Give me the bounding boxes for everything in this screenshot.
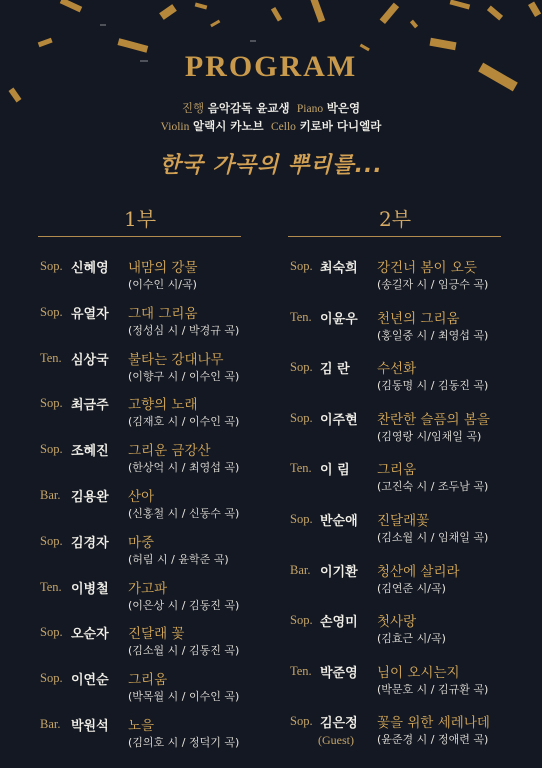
- song-title: 강건너 봄이 오듯: [377, 260, 477, 276]
- voice-part-label: Sop.: [40, 625, 63, 640]
- song-credit: (윤준경 시 / 정애련 곡): [377, 733, 489, 747]
- credits-line-2: [0, 118, 542, 134]
- program-entry: [40, 254, 240, 298]
- program-subtitle: 한국 가곡의 뿌리를...: [159, 153, 383, 178]
- singer-name: 김경자: [71, 535, 109, 551]
- page-title: PROGRAM: [184, 50, 358, 83]
- singer-name: 이주현: [320, 412, 358, 428]
- singer-name: 이연순: [71, 673, 109, 689]
- singer-name: 박원석: [71, 719, 109, 734]
- song-title: 산아: [128, 489, 155, 505]
- singer-name: 김용완: [71, 490, 109, 505]
- singer-name: 반순애: [320, 514, 358, 529]
- song-title: 진달래꽃: [377, 513, 430, 529]
- program-entry: [290, 406, 502, 450]
- song-title: 그대 그리움: [128, 305, 198, 322]
- song-credit: (이향구 시 / 이수인 곡): [128, 369, 240, 383]
- program-entry: [40, 346, 240, 390]
- voice-part-label: Sop.: [290, 410, 313, 425]
- singer-name: 이기환: [320, 564, 358, 580]
- song-title: 불타는 강대나무: [128, 351, 224, 368]
- singer-name: 오순자: [71, 627, 109, 643]
- singer-name: 김 란: [320, 362, 350, 378]
- voice-part-label: Sop.: [40, 533, 63, 548]
- voice-part-label: Bar.: [40, 717, 61, 731]
- singer-name: 이윤우: [320, 311, 358, 327]
- song-credit: (홍일중 시 / 최영섭 곡): [377, 328, 489, 342]
- program-entry: [290, 709, 502, 753]
- program-entry: [290, 355, 502, 399]
- song-title: 천년의 그리움: [377, 310, 460, 327]
- voice-part-label: Ten.: [290, 309, 312, 324]
- guest-label: (Guest): [318, 733, 354, 748]
- song-credit: (송길자 시 / 임긍수 곡): [377, 278, 489, 291]
- voice-part-label: Sop.: [290, 613, 313, 628]
- voice-part-label: Bar.: [290, 562, 311, 577]
- person-name: 박은영: [326, 101, 361, 115]
- singer-name: 최금주: [71, 398, 109, 414]
- program-entry: [290, 507, 502, 551]
- song-title: 고향의 노래: [128, 397, 198, 414]
- part-2-title: 2부: [378, 207, 412, 231]
- program-entry: [40, 620, 240, 664]
- voice-part-label: Sop.: [40, 304, 63, 319]
- role-label: Piano: [296, 103, 324, 115]
- program-entry: [290, 659, 502, 703]
- song-credit: (김동명 시 / 김동진 곡): [377, 379, 489, 393]
- program-entry: [40, 575, 240, 619]
- program-entry: [40, 483, 240, 527]
- program-entry: [290, 558, 502, 602]
- program-entry: [40, 529, 240, 573]
- voice-part-label: Sop.: [290, 360, 313, 375]
- song-title: 진달래 꽃: [128, 626, 185, 643]
- voice-part-label: Sop.: [290, 714, 313, 729]
- voice-part-label: Sop.: [40, 442, 63, 457]
- program-entry: [40, 437, 240, 481]
- voice-part-label: Bar.: [40, 488, 61, 502]
- person-name: 알랙시 카노브: [193, 119, 264, 133]
- program-entry: [40, 666, 240, 710]
- program-entry: [40, 712, 240, 756]
- credits-line-1: [0, 100, 542, 116]
- song-title: 그리움: [377, 462, 417, 479]
- singer-name: 김은정: [320, 716, 358, 732]
- program-entry: [290, 305, 502, 349]
- song-title: 그리운 금강산: [128, 443, 211, 460]
- song-title: 찬란한 슬픔의 봄을: [377, 411, 490, 428]
- role-label: 진행: [181, 103, 205, 115]
- song-credit: (김재호 시 / 이수인 곡): [128, 415, 240, 429]
- singer-name: 손영미: [320, 615, 358, 631]
- song-credit: (허림 시 / 윤학준 곡): [128, 552, 229, 566]
- singer-name: 심상국: [71, 352, 109, 368]
- song-title: 수선화: [377, 361, 417, 378]
- voice-part-label: Ten.: [290, 461, 312, 476]
- voice-part-label: Sop.: [40, 671, 63, 686]
- program-entry: [40, 391, 240, 435]
- song-credit: (고진숙 시 / 조두남 곡): [377, 480, 489, 494]
- singer-name: 유열자: [71, 306, 109, 322]
- singer-name: 조혜진: [71, 444, 109, 460]
- song-credit: (김의호 시 / 정덕기 곡): [128, 736, 240, 749]
- singer-name: 이 림: [320, 463, 350, 479]
- voice-part-label: Sop.: [40, 259, 63, 273]
- song-title: 님이 오시는지: [377, 664, 460, 681]
- song-credit: (신홍철 시 / 신동수 곡): [128, 507, 240, 520]
- song-title: 청산에 살리라: [377, 563, 460, 580]
- role-label: Cello: [270, 121, 296, 133]
- singer-name: 이병철: [71, 581, 109, 597]
- program-entry: [290, 608, 502, 652]
- song-credit: (김소월 시 / 김동진 곡): [128, 644, 240, 658]
- voice-part-label: Ten.: [40, 579, 62, 594]
- song-title: 노을: [128, 718, 155, 734]
- person-name: 음악감독 윤교생: [207, 101, 290, 115]
- song-credit: (이수인 시/곡): [128, 278, 197, 291]
- voice-part-label: Ten.: [40, 350, 62, 365]
- part-2-divider: [288, 236, 501, 237]
- singer-name: 신혜영: [71, 261, 109, 276]
- song-credit: (김영랑 시/임채일 곡): [377, 429, 482, 443]
- song-credit: (김연준 시/곡): [377, 581, 446, 595]
- song-credit: (한상억 시 / 최영섭 곡): [128, 461, 240, 475]
- person-name: 키로바 다니엘라: [299, 119, 382, 133]
- program-entry: [290, 254, 502, 298]
- song-credit: (김소월 시 / 임채일 곡): [377, 531, 489, 544]
- part-1-title: 1부: [123, 207, 157, 231]
- song-credit: (김효근 시/곡): [377, 632, 446, 646]
- song-credit: (정성심 시 / 박경규 곡): [128, 323, 240, 337]
- song-credit: (이은상 시 / 김동진 곡): [128, 598, 240, 612]
- song-title: 마중: [128, 534, 155, 551]
- singer-name: 박준영: [320, 665, 358, 681]
- song-title: 내맘의 강물: [128, 260, 198, 276]
- program-entry: [290, 456, 502, 500]
- voice-part-label: Sop.: [290, 512, 313, 526]
- singer-name: 최숙희: [320, 261, 358, 276]
- voice-part-label: Ten.: [290, 663, 312, 678]
- song-title: 첫사랑: [377, 614, 417, 631]
- song-credit: (박문호 시 / 김규환 곡): [377, 682, 489, 696]
- song-title: 가고파: [128, 580, 168, 597]
- song-title: 꽃을 위한 세레나데: [377, 715, 490, 732]
- voice-part-label: Sop.: [290, 259, 313, 273]
- song-title: 그리움: [128, 672, 168, 689]
- part-1-divider: [38, 236, 241, 237]
- song-credit: (박목월 시 / 이수인 곡): [128, 690, 240, 704]
- program-entry: [40, 300, 240, 344]
- role-label: Violin: [160, 121, 190, 133]
- voice-part-label: Sop.: [40, 396, 63, 411]
